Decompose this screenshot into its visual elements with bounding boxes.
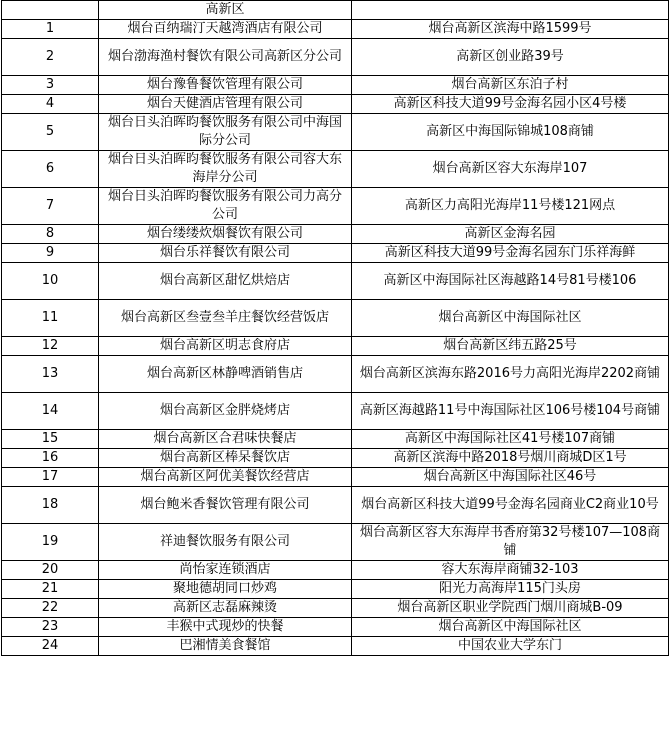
restaurant-address: 高新区海越路11号中海国际社区106号楼104号商铺 (352, 393, 669, 430)
row-number: 7 (2, 188, 99, 225)
table-row (2, 20, 669, 39)
restaurant-name: 烟台日头泊晖昀餐饮服务有限公司中海国际分公司 (99, 114, 352, 151)
restaurant-address: 高新区科技大道99号金海名园小区4号楼 (352, 95, 669, 114)
table-row (2, 637, 669, 656)
restaurant-address: 高新区创业路39号 (352, 39, 669, 76)
restaurant-name: 烟台日头泊晖昀餐饮服务有限公司容大东海岸分公司 (99, 151, 352, 188)
restaurant-address: 烟台高新区容大东海岸107 (352, 151, 669, 188)
table-row (2, 580, 669, 599)
row-number: 24 (2, 637, 99, 656)
row-number: 11 (2, 300, 99, 337)
restaurant-name: 烟台天健酒店管理有限公司 (99, 95, 352, 114)
restaurant-address: 高新区中海国际社区海越路14号81号楼106 (352, 263, 669, 300)
table-row (2, 449, 669, 468)
row-number: 1 (2, 20, 99, 39)
table-row (2, 356, 669, 393)
restaurant-name: 高新区志磊麻辣烫 (99, 599, 352, 618)
restaurant-address: 高新区力高阳光海岸11号楼121网点 (352, 188, 669, 225)
restaurant-address: 高新区金海名园 (352, 225, 669, 244)
restaurant-name: 烟台豫鲁餐饮管理有限公司 (99, 76, 352, 95)
row-number: 4 (2, 95, 99, 114)
table-row (2, 561, 669, 580)
row-number: 8 (2, 225, 99, 244)
restaurant-address: 烟台高新区纬五路25号 (352, 337, 669, 356)
row-number: 3 (2, 76, 99, 95)
restaurant-address: 容大东海岸商铺32-103 (352, 561, 669, 580)
restaurant-name: 烟台乐祥餐饮有限公司 (99, 244, 352, 263)
restaurant-name: 聚地德胡同口炒鸡 (99, 580, 352, 599)
restaurant-name: 烟台高新区合君味快餐店 (99, 430, 352, 449)
row-number: 6 (2, 151, 99, 188)
restaurant-address: 烟台高新区科技大道99号金海名园商业C2商业10号 (352, 487, 669, 524)
restaurant-name: 烟台鲍米香餐饮管理有限公司 (99, 487, 352, 524)
table-row (2, 393, 669, 430)
restaurant-name: 烟台高新区阿优美餐饮经营店 (99, 468, 352, 487)
row-number: 15 (2, 430, 99, 449)
restaurant-table (1, 0, 669, 656)
title-row (2, 1, 669, 20)
restaurant-address: 烟台高新区滨海中路1599号 (352, 20, 669, 39)
table-row (2, 244, 669, 263)
table-row (2, 524, 669, 561)
row-number: 18 (2, 487, 99, 524)
table-row (2, 95, 669, 114)
table-row (2, 300, 669, 337)
restaurant-address: 高新区中海国际锦城108商铺 (352, 114, 669, 151)
restaurant-name: 烟台日头泊晖昀餐饮服务有限公司力高分公司 (99, 188, 352, 225)
empty-cell (352, 1, 669, 20)
restaurant-address: 烟台高新区容大东海岸书香府第32号楼107—108商铺 (352, 524, 669, 561)
table-row (2, 263, 669, 300)
table-row (2, 39, 669, 76)
restaurant-address: 烟台高新区滨海东路2016号力高阳光海岸2202商铺 (352, 356, 669, 393)
restaurant-address: 烟台高新区东泊子村 (352, 76, 669, 95)
restaurant-name: 烟台高新区叁壹叁羊庄餐饮经营饭店 (99, 300, 352, 337)
table-row (2, 430, 669, 449)
restaurant-address: 高新区滨海中路2018号烟川商城D区1号 (352, 449, 669, 468)
restaurant-name: 烟台高新区棒呆餐饮店 (99, 449, 352, 468)
row-number: 19 (2, 524, 99, 561)
empty-cell (2, 1, 99, 20)
table-row (2, 114, 669, 151)
row-number: 16 (2, 449, 99, 468)
row-number: 13 (2, 356, 99, 393)
row-number: 21 (2, 580, 99, 599)
row-number: 12 (2, 337, 99, 356)
restaurant-name: 尚怡家连锁酒店 (99, 561, 352, 580)
restaurant-name: 烟台缕缕炊烟餐饮有限公司 (99, 225, 352, 244)
row-number: 22 (2, 599, 99, 618)
district-title: 高新区 (99, 1, 352, 20)
restaurant-address: 烟台高新区中海国际社区 (352, 618, 669, 637)
restaurant-name: 烟台百纳瑞汀天越湾酒店有限公司 (99, 20, 352, 39)
restaurant-address: 烟台高新区中海国际社区 (352, 300, 669, 337)
table-row (2, 487, 669, 524)
row-number: 2 (2, 39, 99, 76)
row-number: 9 (2, 244, 99, 263)
restaurant-name: 丰猴中式现炒的快餐 (99, 618, 352, 637)
table-row (2, 618, 669, 637)
restaurant-name: 烟台高新区明志食府店 (99, 337, 352, 356)
restaurant-name: 祥迪餐饮服务有限公司 (99, 524, 352, 561)
table-row (2, 599, 669, 618)
table-row (2, 337, 669, 356)
table-row (2, 76, 669, 95)
table-row (2, 188, 669, 225)
row-number: 14 (2, 393, 99, 430)
restaurant-name: 烟台高新区林静啤酒销售店 (99, 356, 352, 393)
row-number: 20 (2, 561, 99, 580)
restaurant-address: 中国农业大学东门 (352, 637, 669, 656)
restaurant-name: 烟台渤海渔村餐饮有限公司高新区分公司 (99, 39, 352, 76)
table-row (2, 225, 669, 244)
restaurant-name: 烟台高新区甜忆烘焙店 (99, 263, 352, 300)
restaurant-name: 巴湘情美食餐馆 (99, 637, 352, 656)
restaurant-address: 阳光力高海岸115门头房 (352, 580, 669, 599)
row-number: 10 (2, 263, 99, 300)
restaurant-name: 烟台高新区金胖烧烤店 (99, 393, 352, 430)
restaurant-address: 高新区中海国际社区41号楼107商铺 (352, 430, 669, 449)
table-row (2, 151, 669, 188)
restaurant-address: 烟台高新区中海国际社区46号 (352, 468, 669, 487)
restaurant-address: 高新区科技大道99号金海名园东门乐祥海鲜 (352, 244, 669, 263)
row-number: 5 (2, 114, 99, 151)
restaurant-address: 烟台高新区职业学院西门烟川商城B-09 (352, 599, 669, 618)
table-row (2, 468, 669, 487)
row-number: 23 (2, 618, 99, 637)
row-number: 17 (2, 468, 99, 487)
